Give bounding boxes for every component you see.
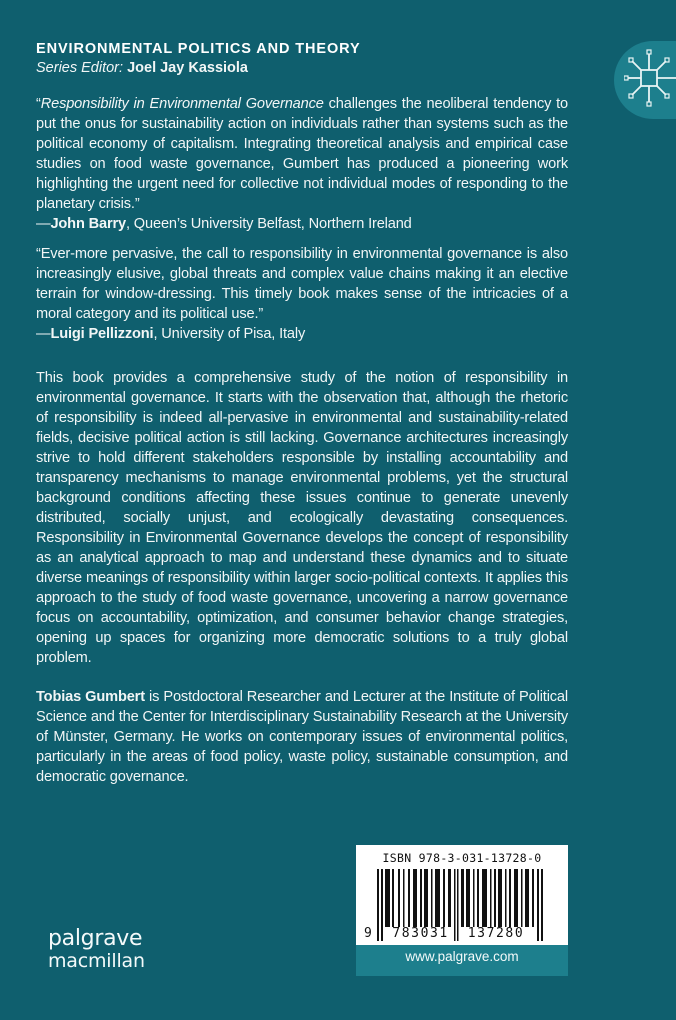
isbn-label: ISBN 978-3-031-13728-0 xyxy=(382,851,542,865)
quote-text: challenges the neoliberal tendency to put the onus for sustainability action on individuals rather than systems such as the political economy of capitalism. Integrating theoretical analysis and empirical case studies on food waste governance, Gumbert has produced a pioneering work highlighting the urgent need for collective not individual modes of responding to the planetary crisis.” xyxy=(36,96,568,212)
endorsement-attribution-2 xyxy=(36,324,568,344)
author-bio xyxy=(36,687,568,787)
endorsement-attribution-1 xyxy=(36,214,568,234)
publisher-logo-line1: palgrave xyxy=(48,926,143,951)
book-description: This book provides a comprehensive study of the notion of responsibility in environmental governance. It starts with the observation that, although the rhetoric of responsibility is indeed all-pervasive in environmental and sustainability-related fields, decisive political action is still lacking. Governance architectures increasingly strive to hold different stakeholders responsible by installing accountability and transparency mechanisms to manage environmental problems, yet the structural background conditions affecting these issues continue to generate unevenly distributed, socially unjust, and ecologically devastating consequences. Responsibility in Environmental Governance develops the concept of responsibility as an analytical approach to map and understand these dynamics and to situate diverse meanings of responsibility within larger socio-political contexts. It applies this approach to the study of food waste governance, uncovering a narrow governance focus on accountability, optimization, and consumer behavior change strategies, opening up spaces for organizing more democratic solutions to a truly global problem. xyxy=(36,370,568,666)
series-header xyxy=(36,40,361,78)
series-editor xyxy=(36,58,361,78)
barcode-panel xyxy=(356,845,568,945)
author-name: Tobias Gumbert xyxy=(36,689,145,705)
series-title: ENVIRONMENTAL POLITICS AND THEORY xyxy=(36,41,361,57)
endorser-affiliation: , Queen’s University Belfast, Northern Ireland xyxy=(126,216,412,232)
ean-digits xyxy=(364,926,524,941)
publisher-url[interactable]: www.palgrave.com xyxy=(405,949,519,964)
series-logo-badge xyxy=(614,41,676,119)
series-editor-label: Series Editor: xyxy=(36,60,124,76)
quoted-book-title: Responsibility in Environmental Governance xyxy=(40,96,324,112)
endorser-name: Luigi Pellizzoni xyxy=(50,326,154,342)
dash: — xyxy=(36,216,51,232)
author-bio-text: is Postdoctoral Researcher and Lecturer at the Institute of Political Science and the Center for Interdisciplinary Sustainability Research at the University of Münster, Germany. He works on contemporary issues of environmental politics, particularly in the areas of food policy, waste policy, sustainable consumption, and democratic governance. xyxy=(36,689,568,785)
publisher-logo-line2: macmillan xyxy=(48,950,145,972)
ean-left-group: 783031 xyxy=(392,926,449,941)
ean-right-group: 137280 xyxy=(467,926,525,941)
endorsement-quote-1 xyxy=(36,94,568,214)
endorser-name: John Barry xyxy=(50,216,126,232)
quote-open-mark: “ xyxy=(36,96,41,112)
endorser-affiliation: , University of Pisa, Italy xyxy=(153,326,306,342)
endorsement-quote-2: “Ever-more pervasive, the call to responsibility in environmental governance is also increasingly elusive, global threats and complex value chains making it an elective terrain for window-dressing. This timely book makes sense of the intricacies of a moral category and its political use.” xyxy=(36,246,568,322)
isbn-barcode-box xyxy=(356,845,568,976)
circuit-network-icon xyxy=(624,48,676,110)
publisher-logo xyxy=(48,928,145,971)
back-cover-text xyxy=(36,94,568,787)
series-editor-name: Joel Jay Kassiola xyxy=(127,60,248,76)
ean-first-digit: 9 xyxy=(364,926,374,941)
dash: — xyxy=(36,326,51,342)
